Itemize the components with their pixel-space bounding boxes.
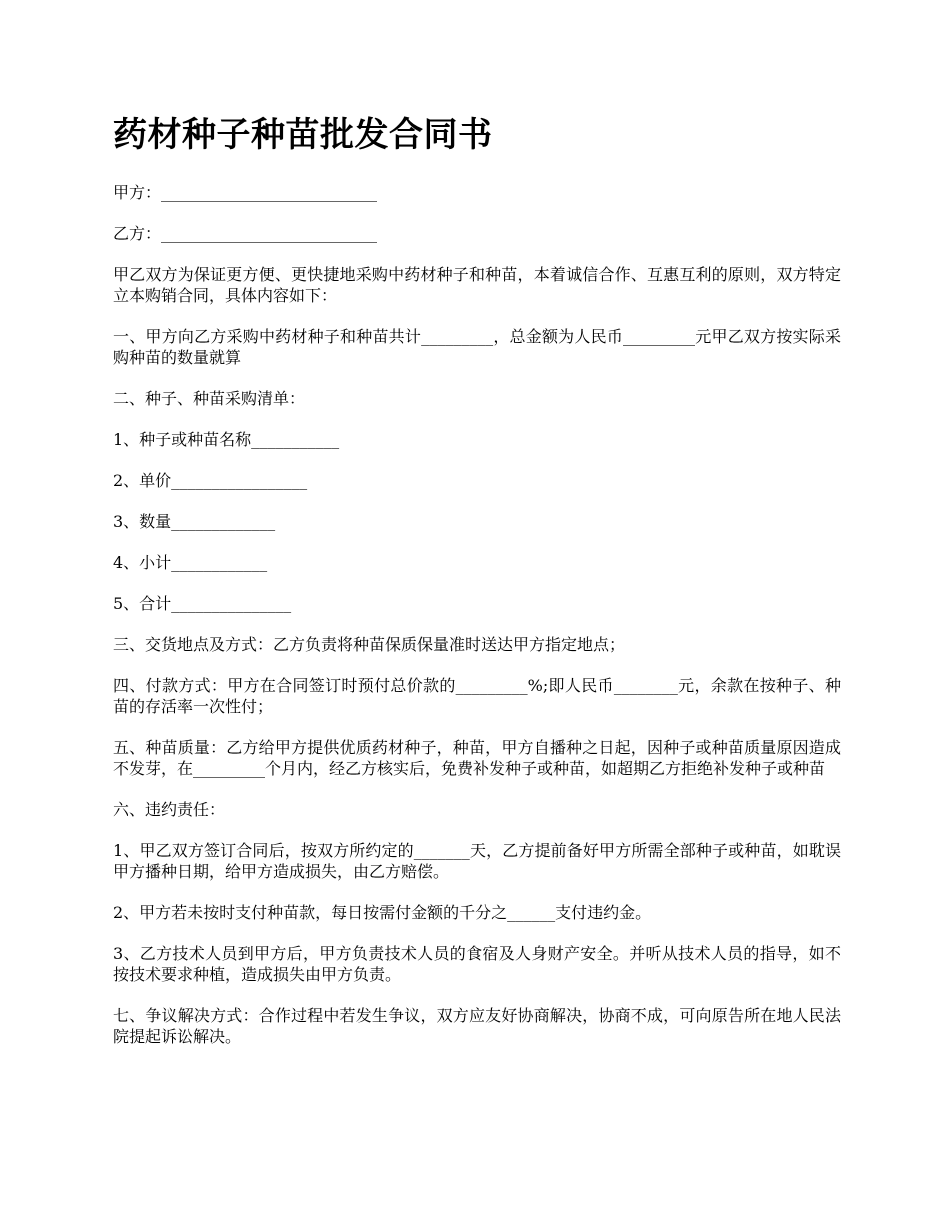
list-item-quantity: 3、数量_____________ (113, 512, 276, 531)
document-page (113, 110, 841, 1067)
clause-7-dispute: 七、争议解决方式：合作过程中若发生争议，双方应友好协商解决，协商不成，可向原告所在地人民法院提起诉讼解决。 (113, 1006, 841, 1046)
list-item-total: 5、合计_______________ (113, 594, 292, 613)
liability-item-2: 2、甲方若未按时支付种苗款，每日按需付金额的千分之______支付违约金。 (113, 903, 652, 922)
clause-6-heading: 六、违约责任： (113, 800, 226, 819)
preamble-paragraph: 甲乙双方为保证更方便、更快捷地采购中药材种子和种苗，本着诚信合作、互惠互利的原则，双方特定立本购销合同，具体内容如下： (113, 265, 841, 305)
list-item-seed-name: 1、种子或种苗名称___________ (113, 430, 340, 449)
clause-1-purchase: 一、甲方向乙方采购中药材种子和种苗共计_________，总金额为人民币_________元甲乙双方按实际采购种苗的数量就算 (113, 327, 841, 367)
clause-2-heading: 二、种子、种苗采购清单： (113, 389, 306, 408)
clause-5-quality: 五、种苗质量：乙方给甲方提供优质药材种子，种苗，甲方自播种之日起，因种子或种苗质量原因造成不发芽，在_________个月内，经乙方核实后，免费补发种子或种苗，如超期乙方拒绝补发种子或种苗 (113, 738, 841, 778)
list-item-subtotal: 4、小计____________ (113, 553, 268, 572)
clause-3-delivery: 三、交货地点及方式：乙方负责将种苗保质保量准时送达甲方指定地点； (113, 635, 626, 654)
party-a-line: 甲方：___________________________ (113, 183, 378, 202)
list-item-unit-price: 2、单价_________________ (113, 471, 308, 490)
document-title: 药材种子种苗批发合同书 (113, 115, 493, 155)
liability-item-1: 1、甲乙双方签订合同后，按双方所约定的_______天，乙方提前备好甲方所需全部种子或种苗，如耽误甲方播种日期，给甲方造成损失，由乙方赔偿。 (113, 841, 841, 881)
liability-item-3: 3、乙方技术人员到甲方后，甲方负责技术人员的食宿及人身财产安全。并听从技术人员的指导，如不按技术要求种植，造成损失由甲方负责。 (113, 944, 841, 984)
clause-4-payment: 四、付款方式：甲方在合同签订时预付总价款的_________%;即人民币________元，余款在按种子、种苗的存活率一次性付； (113, 676, 841, 716)
party-b-line: 乙方：___________________________ (113, 224, 378, 243)
